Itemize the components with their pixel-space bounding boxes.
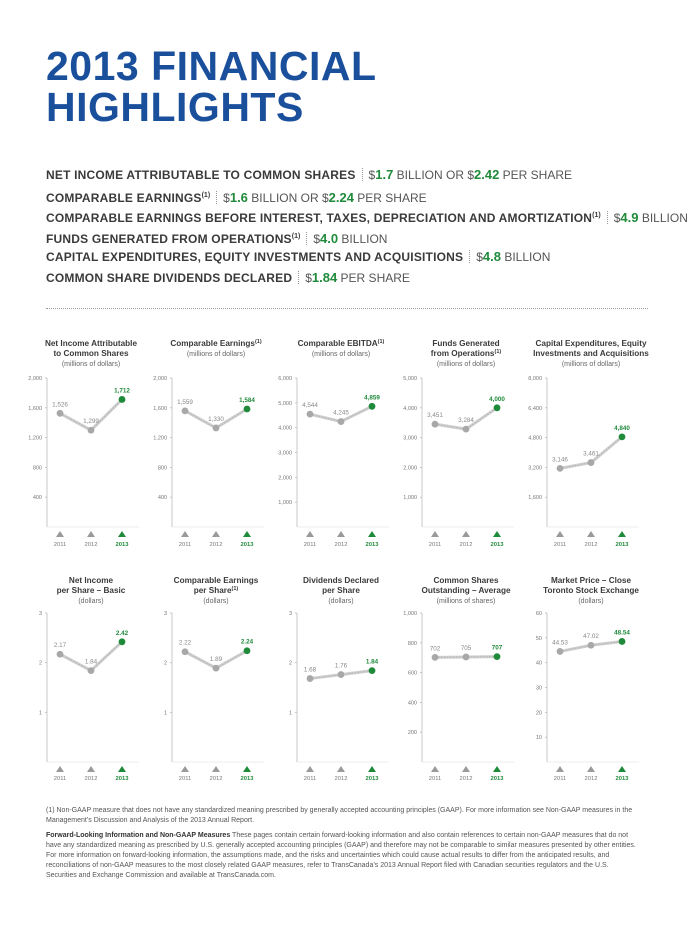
data-label: 4,245: [333, 409, 349, 417]
x-tick-label: 2011: [178, 542, 192, 548]
y-tick-label: 2,000: [28, 376, 42, 382]
chart-title: Comparable Earnings: [173, 576, 259, 585]
data-point: [557, 648, 564, 655]
x-tick-label: 2012: [209, 776, 223, 782]
data-label: 48.54: [614, 629, 630, 637]
data-point: [557, 465, 564, 472]
x-tick-label: 2012: [209, 542, 223, 548]
y-tick-label: 400: [407, 700, 417, 707]
chart-title: from Operations$^{(1)}$: [430, 349, 502, 358]
footnote-marker: (1): [291, 232, 301, 240]
data-label: 4,544: [302, 402, 318, 410]
chart-title: Market Price – Close: [550, 576, 632, 585]
chart-subtitle: (dollars): [578, 598, 604, 605]
y-tick-label: 4,000: [403, 405, 417, 412]
y-tick-label: 2,000: [403, 465, 417, 472]
y-tick-label: 3: [38, 611, 42, 617]
data-label: 1,584: [239, 396, 255, 404]
x-tick-label: 2012: [459, 776, 473, 782]
y-tick-label: 3,200: [528, 465, 542, 472]
x-marker-triangle: [212, 531, 220, 537]
x-tick-label: 2012: [84, 776, 98, 782]
x-tick-label: 2013: [490, 542, 504, 548]
x-tick-label: 2013: [615, 776, 629, 782]
chart-subtitle: (millions of dollars): [186, 351, 246, 358]
x-marker-triangle: [337, 531, 345, 537]
forward-looking-text: These pages contain certain forward-looking information and also contain references to certain non-GAAP measures that do not have any standardized meaning as prescribed by U.S. generally accepted accounting principles (GAAP) and therefore may not be comparable to similar measures presented by other entities. For more information on forward-looking information, the assumptions made, and the risks and uncertainties which could cause actual results to differ from the anticipated results, and reconciliations of non-GAAP measures to the most closely related GAAP measures, refer to TransCanada’s 2013 Annual Report filed with Canadian securities regulators and the U.S. Securities and Exchange Commission and available at TransCanada.com.: [46, 832, 636, 879]
x-marker-triangle: [87, 531, 95, 537]
footnotes: [46, 806, 641, 886]
y-tick-label: 1: [288, 710, 292, 717]
data-label: 3,146: [552, 456, 568, 464]
highlight-label: NET INCOME ATTRIBUTABLE TO COMMON SHARES: [46, 168, 356, 182]
highlight-label: COMPARABLE EARNINGS BEFORE INTEREST, TAXES, DEPRECIATION AND AMORTIZATION: [46, 211, 593, 226]
data-point: [182, 648, 189, 655]
y-tick-label: 5,000: [403, 376, 417, 382]
chart-title: Funds Generated: [432, 339, 500, 348]
data-point: [494, 404, 501, 411]
highlight-unit-text: PER SHARE: [353, 190, 427, 205]
line-chart: [403, 576, 514, 782]
highlight-label: CAPITAL EXPENDITURES, EQUITY INVESTMENTS AND ACQUISITIONS: [46, 250, 464, 265]
data-point: [244, 647, 251, 654]
y-tick-label: 1,000: [403, 495, 417, 502]
chart-title-footnote-marker: (1): [254, 339, 262, 345]
x-tick-label: 2012: [84, 542, 98, 548]
x-marker-triangle: [493, 531, 501, 537]
chart-subtitle: (millions of dollars): [436, 361, 496, 368]
chart-title: Comparable Earnings$^{(1)}$: [170, 339, 262, 348]
data-label: 2.22: [178, 639, 192, 647]
x-tick-label: 2012: [334, 542, 348, 548]
y-tick-label: 400: [32, 495, 42, 502]
x-tick-label: 2011: [553, 776, 567, 782]
x-marker-triangle: [337, 766, 345, 772]
data-point: [119, 396, 126, 403]
data-point: [307, 675, 314, 682]
data-label: 3,451: [427, 412, 443, 420]
data-point: [463, 654, 470, 661]
data-label: 1.84: [84, 658, 98, 666]
x-marker-triangle: [243, 766, 251, 772]
data-label: 1,526: [52, 401, 68, 409]
x-tick-label: 2013: [240, 542, 254, 548]
data-label: 1,559: [177, 398, 193, 406]
x-tick-label: 2013: [240, 776, 254, 782]
y-tick-label: 1,600: [528, 495, 542, 502]
x-marker-triangle: [243, 531, 251, 537]
data-point: [432, 654, 439, 661]
x-marker-triangle: [431, 531, 439, 537]
series-line: [60, 642, 122, 671]
page-title-line-1: 2013 FINANCIAL: [46, 43, 377, 89]
y-tick-label: 200: [407, 730, 417, 737]
y-tick-label: 4,800: [528, 435, 542, 442]
data-point: [369, 403, 376, 410]
y-tick-label: 1: [163, 710, 167, 717]
data-label: 2.42: [115, 629, 129, 637]
x-tick-label: 2013: [115, 542, 129, 548]
data-label: 1.68: [303, 666, 317, 674]
data-label: 47.02: [583, 633, 599, 641]
y-tick-label: 2: [38, 660, 42, 667]
highlight-unit-text: BILLION OR $: [393, 168, 475, 182]
x-tick-label: 2011: [303, 776, 317, 782]
y-tick-label: 10: [535, 735, 542, 742]
y-tick-label: 6,400: [528, 405, 542, 412]
x-tick-label: 2011: [178, 776, 192, 782]
y-tick-label: 3: [163, 611, 167, 617]
chart-title: to Common Shares: [53, 349, 129, 358]
data-point: [213, 665, 220, 672]
y-tick-label: 1,200: [153, 435, 167, 442]
data-label: 1,712: [114, 387, 130, 395]
y-tick-label: 2,000: [278, 475, 292, 482]
highlight-unit-text: PER SHARE: [337, 270, 410, 285]
highlight-unit-text: BILLION: [501, 250, 551, 265]
y-tick-label: 4,000: [278, 425, 292, 432]
line-chart: [39, 576, 139, 782]
line-chart: [289, 576, 389, 782]
x-marker-triangle: [462, 531, 470, 537]
x-tick-label: 2011: [53, 776, 67, 782]
footnote-marker: (1): [592, 212, 601, 220]
data-point: [619, 433, 626, 440]
data-point: [494, 653, 501, 660]
data-point: [463, 426, 470, 433]
x-marker-triangle: [181, 531, 189, 537]
y-tick-label: 400: [157, 495, 167, 502]
data-point: [57, 651, 64, 658]
y-tick-label: 1,000: [278, 500, 292, 507]
data-point: [432, 421, 439, 428]
chart-title: Dividends Declared: [303, 576, 379, 585]
highlight-value: 1.6: [229, 189, 248, 205]
line-chart: [164, 576, 264, 782]
x-marker-triangle: [431, 766, 439, 772]
chart-subtitle: (millions of dollars): [311, 351, 371, 358]
chart-subtitle: (millions of dollars): [61, 361, 121, 368]
forward-looking-title: Forward-Looking Information and Non-GAAP Measures: [46, 832, 231, 839]
data-label: 1.89: [209, 656, 223, 664]
data-point: [88, 427, 95, 434]
y-tick-label: 8,000: [528, 376, 542, 382]
chart-title: Capital Expenditures, Equity: [535, 339, 647, 348]
highlight-label: FUNDS GENERATED FROM OPERATIONS: [46, 231, 292, 246]
y-tick-label: 800: [32, 465, 42, 472]
highlight-unit-text: BILLION: [638, 211, 688, 226]
line-chart: [536, 576, 639, 782]
highlight-unit-text: $: [313, 231, 321, 246]
chart-subtitle: (dollars): [328, 598, 354, 605]
chart-title: Toronto Stock Exchange: [543, 586, 639, 595]
x-tick-label: 2011: [53, 542, 67, 548]
data-label: 2.17: [53, 642, 67, 650]
footnote-marker: (1): [201, 191, 211, 199]
chart-title: per Share: [322, 586, 360, 595]
data-label: 707: [491, 644, 503, 652]
highlight-unit-text: BILLION OR $: [247, 190, 329, 205]
x-tick-label: 2013: [490, 776, 504, 782]
series-line: [60, 399, 122, 430]
y-tick-label: 1,600: [28, 405, 42, 412]
highlight-value: 4.8: [482, 249, 501, 265]
chart-title: Investments and Acquisitions: [533, 349, 649, 358]
y-tick-label: 6,000: [278, 376, 292, 382]
x-tick-label: 2013: [365, 776, 379, 782]
non-gaap-footnote: (1) Non-GAAP measure that does not have any standardized meaning prescribed by generally accepted accounting principles (GAAP). For more information see Non-GAAP measures in the Management’s Discussion and Analysis of the 2013 Annual Report.: [46, 807, 633, 824]
data-label: 1.84: [365, 658, 379, 666]
data-label: 1,299: [83, 418, 99, 426]
x-marker-triangle: [462, 766, 470, 772]
data-point: [369, 667, 376, 674]
y-tick-label: 2: [163, 660, 167, 667]
y-tick-label: 50: [535, 635, 542, 642]
data-point: [619, 638, 626, 645]
data-point: [338, 418, 345, 425]
chart-title-footnote-marker: (1): [494, 349, 502, 355]
y-tick-label: 20: [535, 710, 542, 717]
data-label: 3,284: [458, 417, 474, 425]
highlight-unit-text: $: [476, 250, 483, 265]
x-marker-triangle: [556, 531, 564, 537]
x-tick-label: 2012: [459, 542, 473, 548]
y-tick-label: 60: [535, 611, 542, 617]
chart-subtitle: (millions of shares): [436, 598, 496, 605]
y-tick-label: 2,000: [153, 376, 167, 382]
x-marker-triangle: [556, 766, 564, 772]
highlight-value: 1.84: [311, 269, 338, 285]
chart-subtitle: (dollars): [78, 598, 104, 605]
data-label: 2.24: [240, 638, 254, 646]
y-tick-label: 3: [288, 611, 292, 617]
data-label: 3,461: [583, 450, 599, 458]
y-tick-label: 5,000: [278, 400, 292, 407]
x-marker-triangle: [212, 766, 220, 772]
y-tick-label: 600: [407, 670, 417, 677]
data-point: [338, 671, 345, 678]
chart-title: per Share – Basic: [56, 586, 126, 595]
x-marker-triangle: [306, 531, 314, 537]
x-marker-triangle: [618, 531, 626, 537]
x-tick-label: 2011: [428, 542, 442, 548]
x-marker-triangle: [587, 531, 595, 537]
x-tick-label: 2011: [303, 542, 317, 548]
chart-title: Comparable EBITDA$^{(1)}$: [297, 339, 385, 348]
y-tick-label: 3,000: [278, 450, 292, 457]
x-tick-label: 2011: [428, 776, 442, 782]
chart-subtitle: (millions of dollars): [561, 361, 621, 368]
data-label: 1,330: [208, 415, 224, 423]
chart-title-footnote-marker: (1): [231, 586, 239, 592]
x-marker-triangle: [618, 766, 626, 772]
chart-title: Net Income Attributable: [44, 339, 138, 348]
line-chart: [153, 339, 264, 548]
x-tick-label: 2012: [584, 776, 598, 782]
data-point: [57, 410, 64, 417]
data-point: [88, 667, 95, 674]
highlight-value: 2.42: [474, 167, 500, 182]
highlight-unit-text: $: [305, 270, 312, 285]
x-tick-label: 2013: [365, 542, 379, 548]
x-marker-triangle: [118, 531, 126, 537]
y-tick-label: 1,200: [28, 435, 42, 442]
chart-title: Common Shares: [433, 576, 499, 585]
data-label: 1.76: [334, 662, 348, 670]
highlight-label: COMPARABLE EARNINGS: [46, 190, 202, 205]
x-marker-triangle: [368, 531, 376, 537]
line-chart: [528, 339, 649, 548]
x-tick-label: 2011: [553, 542, 567, 548]
highlight-unit-text: $: [368, 168, 376, 182]
data-point: [588, 459, 595, 466]
x-marker-triangle: [493, 766, 501, 772]
data-label: 4,859: [364, 394, 380, 402]
highlight-unit-text: PER SHARE: [499, 168, 573, 182]
chart-title-footnote-marker: (1): [377, 339, 385, 345]
highlight-unit-text: BILLION: [338, 231, 388, 246]
x-marker-triangle: [181, 766, 189, 772]
x-marker-triangle: [87, 766, 95, 772]
y-tick-label: 1: [38, 710, 42, 717]
line-chart: [28, 339, 139, 548]
highlight-label: COMMON SHARE DIVIDENDS DECLARED: [46, 270, 293, 285]
chart-title: Net Income: [68, 576, 114, 585]
x-marker-triangle: [368, 766, 376, 772]
data-label: 44.53: [552, 639, 568, 647]
y-tick-label: 2: [288, 660, 292, 667]
chart-title: per Share$^{(1)}$: [193, 586, 239, 595]
data-point: [182, 407, 189, 414]
data-point: [213, 425, 220, 432]
x-tick-label: 2012: [334, 776, 348, 782]
data-point: [244, 406, 251, 413]
page-title-line-2: HIGHLIGHTS: [46, 84, 304, 130]
data-label: 705: [460, 644, 472, 652]
chart-title: Outstanding – Average: [421, 586, 511, 595]
x-marker-triangle: [306, 766, 314, 772]
data-point: [588, 642, 595, 649]
series-line-pattern: [60, 642, 122, 671]
data-label: 4,840: [614, 424, 630, 432]
x-tick-label: 2012: [584, 542, 598, 548]
data-point: [119, 638, 126, 645]
highlight-value: 4.0: [320, 230, 339, 246]
data-label: 4,000: [489, 395, 505, 403]
highlight-value: 4.9: [620, 210, 639, 226]
highlight-unit-text: $: [613, 211, 621, 226]
x-marker-triangle: [56, 766, 64, 772]
y-tick-label: 1,600: [153, 405, 167, 412]
highlight-value: 2.24: [328, 189, 354, 205]
forward-looking-note: [46, 831, 641, 881]
highlight-value: 1.7: [375, 167, 394, 182]
x-marker-triangle: [56, 531, 64, 537]
chart-subtitle: (dollars): [203, 598, 229, 605]
x-tick-label: 2013: [615, 542, 629, 548]
line-chart: [403, 339, 514, 548]
y-tick-label: 30: [535, 685, 542, 692]
data-point: [307, 411, 314, 418]
y-tick-label: 800: [407, 640, 417, 647]
data-label: 702: [429, 645, 441, 653]
y-tick-label: 3,000: [403, 435, 417, 442]
x-marker-triangle: [118, 766, 126, 772]
y-tick-label: 40: [535, 660, 542, 667]
y-tick-label: 800: [157, 465, 167, 472]
x-marker-triangle: [587, 766, 595, 772]
line-chart: [278, 339, 389, 548]
series-line-pattern: [60, 399, 122, 430]
y-tick-label: 1,000: [403, 611, 417, 617]
x-tick-label: 2013: [115, 776, 129, 782]
highlight-unit-text: $: [223, 190, 230, 205]
